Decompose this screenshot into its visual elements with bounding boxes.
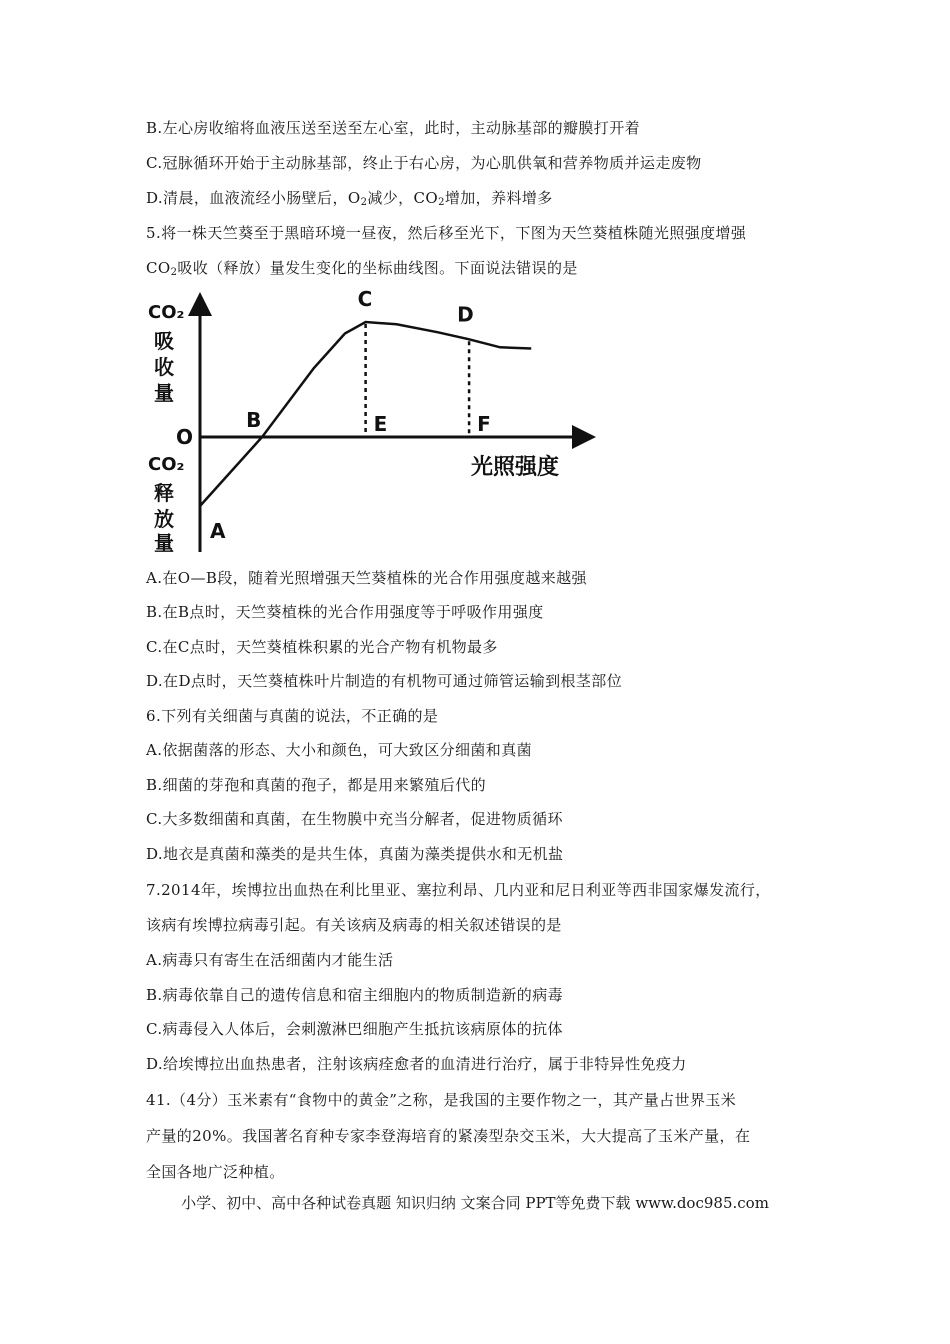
y-label-bottom-1: 释 [154, 481, 174, 505]
q6-option-d: D.地衣是真菌和藻类的是共生体，真菌为藻类提供水和无机盐 [146, 845, 564, 863]
q41-line1: 41.（4分）玉米素有“食物中的黄金”之称，是我国的主要作物之一，其产量占世界玉米 [146, 1091, 737, 1109]
y-label-bottom-3: 量 [154, 531, 174, 555]
y-label-top-2: 收 [154, 355, 174, 379]
q5-option-d: D.在D点时，天竺葵植株叶片制造的有机物可通过筛管运输到根茎部位 [146, 672, 623, 690]
q5-stem-line1: 5.将一株天竺葵至于黑暗环境一昼夜，然后移至光下，下图为天竺葵植株随光照强度增强 [146, 224, 747, 242]
q5-option-c: C.在C点时，天竺葵植株积累的光合产物有机物最多 [146, 638, 498, 656]
q41-line3: 全国各地广泛种植。 [146, 1163, 285, 1181]
y-label-bottom-0: CO₂ [148, 454, 185, 475]
y-label-top-3: 量 [154, 381, 174, 405]
page-footer: 小学、初中、高中各种试卷真题 知识归纳 文案合同 PPT等免费下载 www.doc985.com [181, 1194, 769, 1212]
q7-option-a: A.病毒只有寄生在活细菌内才能生活 [146, 951, 394, 969]
co2-light-chart [138, 290, 598, 556]
q5-option-b: B.在B点时，天竺葵植株的光合作用强度等于呼吸作用强度 [146, 603, 544, 621]
point-label-c: C [357, 290, 373, 311]
q41-line2: 产量的20%。我国著名育种专家李登海培育的紧凑型杂交玉米，大大提高了玉米产量，在 [146, 1127, 751, 1145]
q5-option-a: A.在O—B段，随着光照增强天竺葵植株的光合作用强度越来越强 [146, 569, 587, 587]
q7-stem-line2: 该病有埃博拉病毒引起。有关该病及病毒的相关叙述错误的是 [146, 916, 562, 934]
q7-option-c: C.病毒侵入人体后，会刺激淋巴细胞产生抵抗该病原体的抗体 [146, 1020, 563, 1038]
q6-stem: 6.下列有关细菌与真菌的说法，不正确的是 [146, 707, 439, 725]
q6-option-b: B.细菌的芽孢和真菌的孢子，都是用来繁殖后代的 [146, 776, 486, 794]
foot-label-f: F [477, 412, 491, 436]
q7-option-d: D.给埃博拉出血热患者，注射该病痊愈者的血清进行治疗，属于非特异性免疫力 [146, 1055, 687, 1073]
y-label-bottom-2: 放 [154, 507, 174, 531]
q7-option-b: B.病毒依靠自己的遗传信息和宿主细胞内的物质制造新的病毒 [146, 986, 563, 1004]
q6-option-c: C.大多数细菌和真菌，在生物膜中充当分解者，促进物质循环 [146, 810, 563, 828]
q7-stem-line1: 7.2014年，埃博拉出血热在利比里亚、塞拉利昂、几内亚和尼日利亚等西非国家爆发流行， [146, 881, 771, 899]
origin-label: O [176, 425, 194, 449]
foot-label-e: E [373, 412, 388, 436]
y-label-top-0: CO₂ [148, 302, 185, 323]
point-label-b: B [246, 408, 262, 432]
q4-option-c: C.冠脉循环开始于主动脉基部，终止于右心房，为心肌供氧和营养物质并运走废物 [146, 154, 702, 172]
point-label-d: D [457, 302, 474, 327]
x-axis-label: 光照强度 [471, 455, 560, 480]
q6-option-a: A.依据菌落的形态、大小和颜色，可大致区分细菌和真菌 [146, 741, 533, 759]
q4-option-d: D.清晨，血液流经小肠壁后，$O_2$减少，$CO_2$增加，养料增多 [146, 189, 553, 208]
y-label-top-1: 吸 [154, 329, 174, 353]
q5-stem-line2: $CO_2$吸收（释放）量发生变化的坐标曲线图。下面说法错误的是 [146, 259, 578, 278]
point-label-a: A [210, 519, 226, 543]
q4-option-b: B.左心房收缩将血液压送至送至左心室，此时，主动脉基部的瓣膜打开着 [146, 119, 640, 137]
